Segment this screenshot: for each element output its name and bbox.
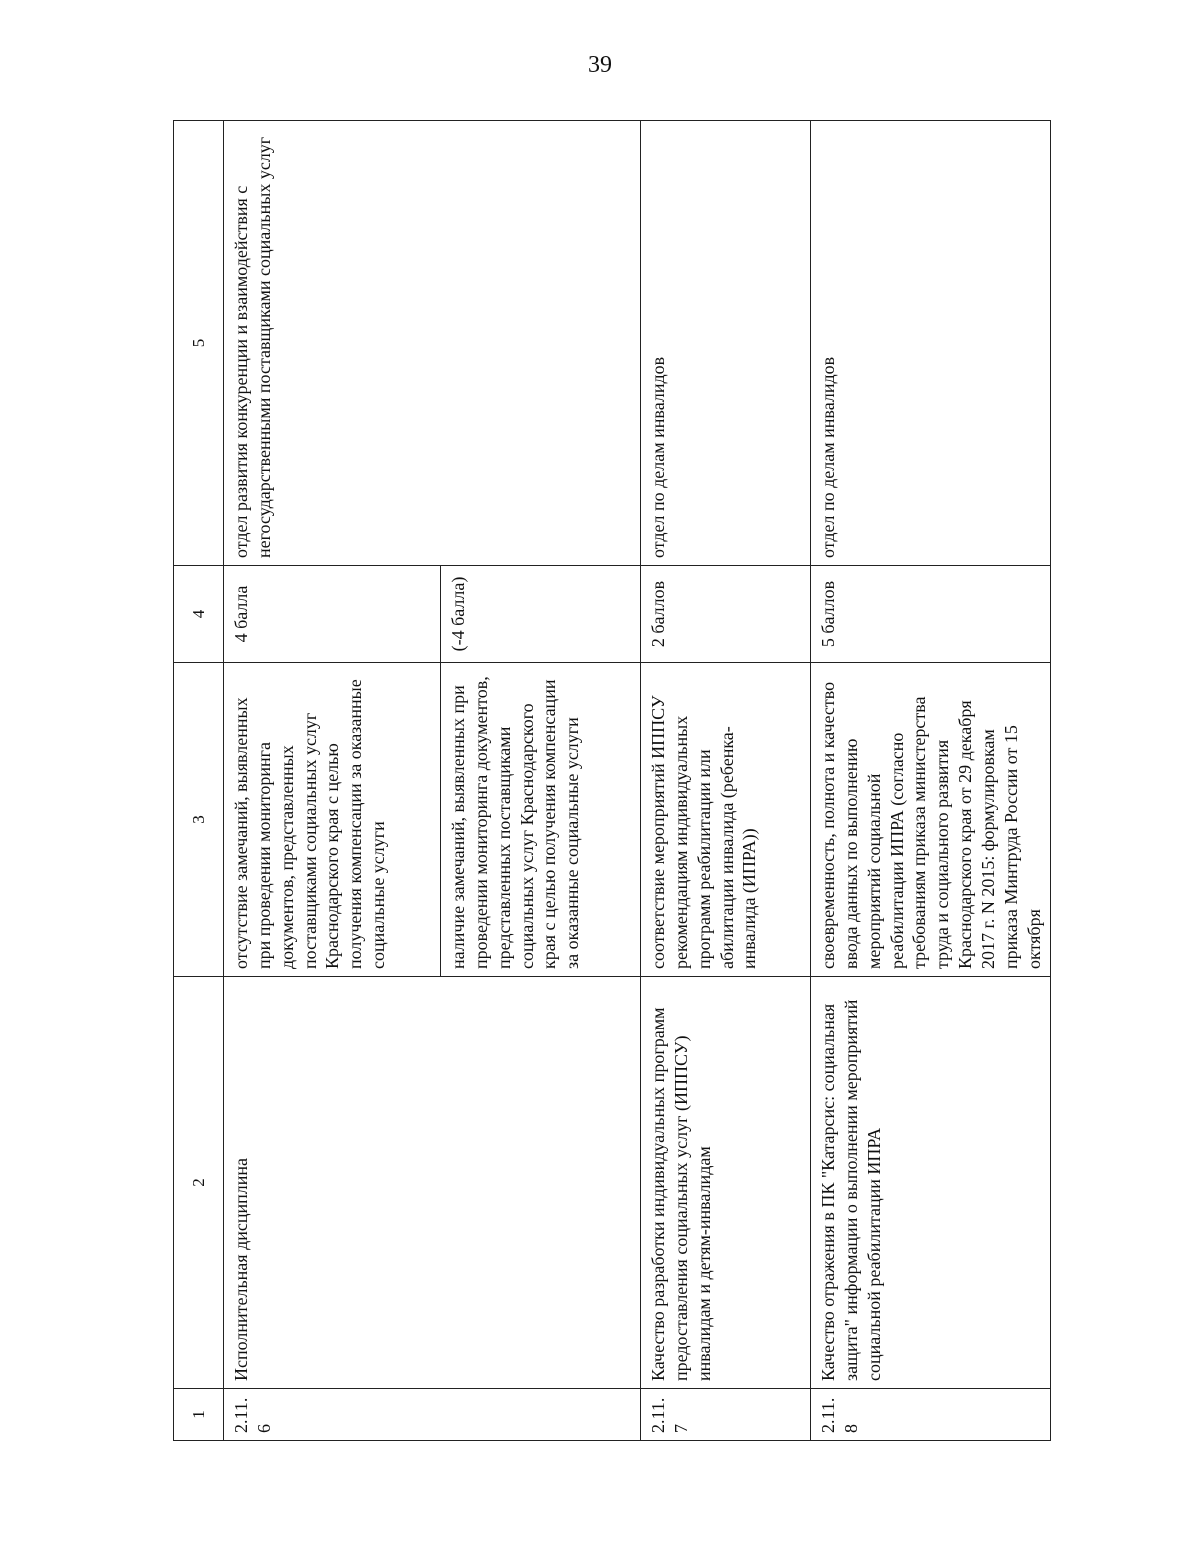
- row-number: 2.11.8: [811, 1389, 1051, 1441]
- responsible-department: отдел по делам инвалидов: [641, 121, 811, 566]
- header-col-4: 4: [174, 566, 224, 663]
- criterion-score: 5 баллов: [811, 566, 1051, 663]
- criterion-score: 4 балла: [224, 566, 441, 663]
- criterion-text: соответствие мероприятий ИППСУ рекомендациям индивидуальных программ реабилитации или абилитации инвалида (ребенка-инвалида (ИПРА)): [641, 663, 811, 977]
- table-row: [224, 121, 441, 1441]
- header-col-5: 5: [174, 121, 224, 566]
- header-col-2: 2: [174, 977, 224, 1389]
- criteria-table: [173, 120, 1051, 1441]
- responsible-department: отдел развития конкуренции и взаимодействия с негосударственными поставщиками социальных услуг: [224, 121, 641, 566]
- criterion-text: отсутствие замечаний, выявленных при проведении мониторинга документов, представленных поставщиками социальных услуг Краснодарского края с целью получения компенсации за оказанные социальные услуги: [224, 663, 441, 977]
- criterion-text: наличие замечаний, выявленных при проведении мониторинга документов, представленных поставщиками социальных услуг Краснодарского края с целью получения компенсации за оказанные социальные услуги: [441, 663, 641, 977]
- row-number: 2.11.7: [641, 1389, 811, 1441]
- header-col-3: 3: [174, 663, 224, 977]
- criterion-text: своевременность, полнота и качество ввода данных по выполнению мероприятий социальной реабилитации ИПРА (согласно требованиям приказа министерства труда и социального развития Краснодарского края от 29 декабря 2017 г. N 2015: формулировкам приказа Минтруда России от 15 октября: [811, 663, 1051, 977]
- criterion-score: 2 баллов: [641, 566, 811, 663]
- criterion-score: (-4 балла): [441, 566, 641, 663]
- table-row: [811, 121, 1051, 1441]
- page-number: 39: [588, 52, 612, 78]
- responsible-department: отдел по делам инвалидов: [811, 121, 1051, 566]
- table-header-row: [174, 121, 224, 1441]
- indicator-name: Качество отражения в ПК "Катарсис: социальная защита" информации о выполнении мероприятий социальной реабилитации ИПРА: [811, 977, 1051, 1389]
- row-number: 2.11.6: [224, 1389, 641, 1441]
- indicator-name: Исполнительная дисциплина: [224, 977, 641, 1389]
- indicator-name: Качество разработки индивидуальных программ предоставления социальных услуг (ИППСУ) инвалидам и детям-инвалидам: [641, 977, 811, 1389]
- table-rotation-wrapper: [173, 121, 1044, 1441]
- header-col-1: 1: [174, 1389, 224, 1441]
- table-row: [641, 121, 811, 1441]
